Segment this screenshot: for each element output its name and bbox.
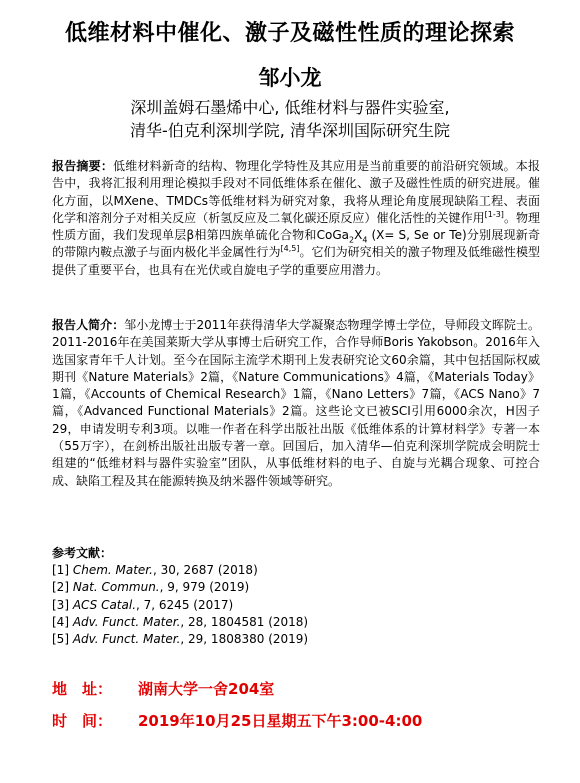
reference-number: [4] bbox=[52, 614, 69, 629]
reference-number: [1] bbox=[52, 563, 69, 577]
reference-item bbox=[52, 597, 308, 614]
reference-journal: Adv. Funct. Mater. bbox=[72, 614, 181, 629]
affiliation-line-1: 深圳盖姆石墨烯中心, 低维材料与器件实验室, bbox=[130, 98, 450, 117]
venue-label: 地 址： bbox=[52, 680, 113, 698]
reference-item bbox=[52, 562, 308, 579]
abstract-subscript-1: 2 bbox=[349, 235, 355, 245]
abstract-text-2: 。物理性质方面，我们发现单层β相第四族单硫化合物和CoGa bbox=[52, 210, 540, 243]
abstract-citation-2: [4,5] bbox=[280, 244, 300, 254]
affiliation-line-2: 清华-伯克利深圳学院, 清华深圳国际研究生院 bbox=[130, 121, 450, 140]
bio-label: 报告人简介： bbox=[52, 318, 125, 332]
bio-section bbox=[52, 317, 540, 490]
bio-text: 邹小龙博士于2011年获得清华大学凝聚态物理学博士学位，导师段文晖院士。2011-2016年在美国莱斯大学从事博士后研究工作，合作导师Boris Yakobson。2016年入选国家青年千人计划。至今在国际主流学术期刊上发表研究论文60余篇，其中包括国际权威期刊《Nature Materials》2篇，《Nature Communications》4篇，《Materials Today》1篇，《Accounts of Chemical Research》1篇，《Nano Letters》7篇，《ACS Nano》7篇，《Advanced Functional Materials》2篇。这些论文已被SCI引用6000余次，H因子29，申请发明专利3项。以唯一作者在科学出版社出版《低维体系的计算材料学》专著一本（55万字），在剑桥出版社出版专著一章。回国后，加入清华—伯克利深圳学院成会明院士组建的“低维材料与器件实验室”团队，从事低维材料的电子、自旋与光耦合现象、可控合成、缺陷工程及其在能源转换及纳米器件领域等研究。 bbox=[52, 318, 540, 488]
reference-item bbox=[52, 631, 308, 648]
abstract-section bbox=[52, 158, 540, 279]
reference-details: , 28, 1804581 (2018) bbox=[180, 614, 309, 629]
reference-journal: Chem. Mater. bbox=[72, 563, 153, 577]
reference-number: [2] bbox=[52, 580, 69, 595]
abstract-citation-1: [1-3] bbox=[484, 209, 504, 219]
abstract-subscript-2: 4 bbox=[362, 235, 368, 245]
abstract-label: 报告摘要： bbox=[52, 159, 114, 173]
abstract-text-4: (X= S, Se or Te)分别展现新奇的带隙内鞍点激子与面内极化半金属性行为 bbox=[52, 228, 540, 260]
time-value: 2019年10月25日星期五下午3:00-4:00 bbox=[138, 712, 423, 730]
reference-details: , 30, 2687 (2018) bbox=[152, 563, 258, 577]
reference-journal: Nat. Commun. bbox=[72, 580, 160, 595]
references-list bbox=[52, 562, 308, 648]
reference-item bbox=[52, 614, 308, 631]
references-heading: 参考文献： bbox=[52, 546, 113, 560]
speaker-name: 邹小龙 bbox=[258, 66, 322, 90]
abstract-text-5: 。它们为研究相关的激子物理及低维磁性模型提供了重要平台，也具有在光伏或自旋电子学的重要应用潜力。 bbox=[52, 245, 540, 277]
page-title: 低维材料中催化、激子及磁性性质的理论探索 bbox=[64, 21, 515, 46]
time-line bbox=[52, 710, 422, 731]
affiliation bbox=[0, 96, 580, 142]
reference-journal: ACS Catal. bbox=[72, 597, 137, 612]
reference-details: , 29, 1808380 (2019) bbox=[180, 632, 309, 647]
abstract-text-3: X bbox=[354, 228, 363, 243]
reference-number: [5] bbox=[52, 632, 69, 647]
reference-number: [3] bbox=[52, 597, 69, 612]
reference-journal: Adv. Funct. Mater. bbox=[72, 632, 181, 647]
time-label: 时 间： bbox=[52, 712, 113, 730]
reference-item bbox=[52, 579, 308, 596]
reference-details: , 7, 6245 (2017) bbox=[136, 597, 234, 612]
venue-line bbox=[52, 678, 274, 699]
reference-details: , 9, 979 (2019) bbox=[159, 580, 250, 595]
venue-value: 湖南大学一舍204室 bbox=[138, 680, 275, 698]
abstract-text-1: 低维材料新奇的结构、物理化学特性及其应用是当前重要的前沿研究领域。本报告中，我将汇报利用理论模拟手段对不同低维体系在催化、激子及磁性性质的研究进展。催化方面，以MXene、TMDCs等低维材料为研究对象，我将从理论角度展现缺陷工程、表面化学和溶剂分子对相关反应（析氢反应及二氧化碳还原反应）催化活性的关键作用 bbox=[52, 159, 540, 225]
